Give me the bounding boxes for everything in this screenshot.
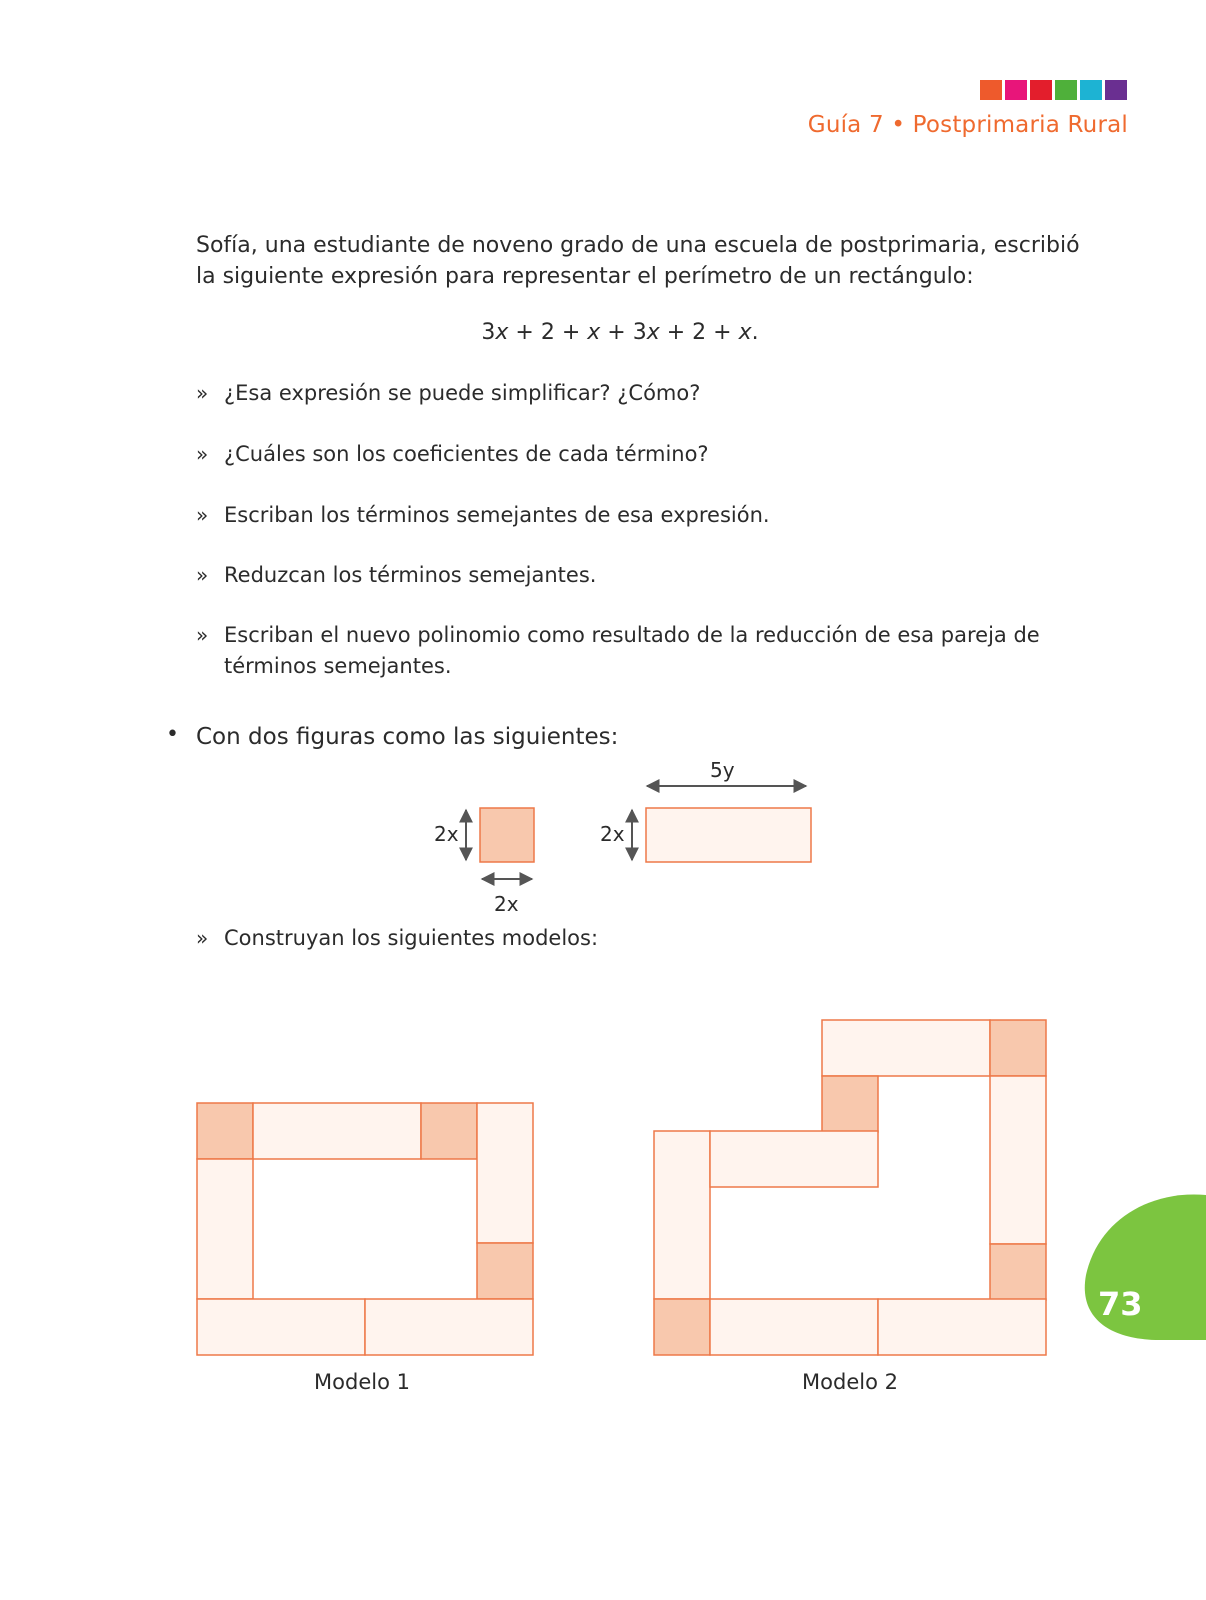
model2-rect [654, 1131, 710, 1299]
page-number: 73 [1098, 1285, 1143, 1323]
model1-rect [477, 1103, 533, 1243]
model1-rect [365, 1299, 533, 1355]
bullet-marker: • [166, 722, 179, 747]
build-instruction-text: Construyan los siguientes modelos: [224, 926, 599, 950]
model1-label: Modelo 1 [314, 1370, 410, 1394]
question-marker: » [196, 442, 209, 466]
model2-rect [878, 1299, 1046, 1355]
model-2 [654, 1020, 1046, 1355]
rect-width-label: 5y [710, 758, 735, 782]
question-marker: » [196, 503, 209, 527]
rect-height-label: 2x [600, 822, 625, 846]
question-marker: » [196, 926, 209, 950]
model1-square [477, 1243, 533, 1299]
rectangle-figure [600, 758, 811, 862]
bullet-text: Con dos figuras como las siguientes: [196, 724, 619, 750]
model2-label: Modelo 2 [802, 1370, 898, 1394]
square-figure [434, 808, 534, 916]
model1-square [421, 1103, 477, 1159]
model1-rect [197, 1299, 365, 1355]
square-width-label: 2x [494, 892, 519, 916]
header-title: Guía 7 • Postprimaria Rural [807, 112, 1128, 138]
question-text: ¿Esa expresión se puede simplificar? ¿Cómo? [224, 381, 701, 405]
model1-rect [197, 1159, 253, 1299]
question-marker: » [196, 381, 209, 405]
intro-paragraph: Sofía, una estudiante de noveno grado de una escuela de postprimaria, escribió la siguiente expresión para representar el perímetro de un rectángulo: [196, 233, 1080, 289]
model-1 [197, 1103, 533, 1355]
question-text: Escriban los términos semejantes de esa expresión. [224, 503, 770, 527]
model1-rect [253, 1103, 421, 1159]
question-marker: » [196, 563, 209, 587]
model2-rect [990, 1076, 1046, 1244]
question-marker: » [196, 623, 209, 647]
question-text: Escriban el nuevo polinomio como resultado de la reducción de esa pareja de términos semejantes. [224, 623, 1040, 678]
model2-rect [710, 1299, 878, 1355]
model1-square [197, 1103, 253, 1159]
perimeter-formula: 3x + 2 + x + 3x + 2 + x. [481, 320, 759, 345]
square-height-label: 2x [434, 822, 459, 846]
model2-rect [710, 1131, 878, 1187]
question-text: ¿Cuáles son los coeficientes de cada término? [224, 442, 709, 466]
model2-square [654, 1299, 710, 1355]
model2-rect [822, 1020, 990, 1076]
question-text: Reduzcan los términos semejantes. [224, 563, 597, 587]
model2-square [990, 1020, 1046, 1076]
model2-square [822, 1076, 878, 1132]
model2-square [990, 1244, 1046, 1300]
